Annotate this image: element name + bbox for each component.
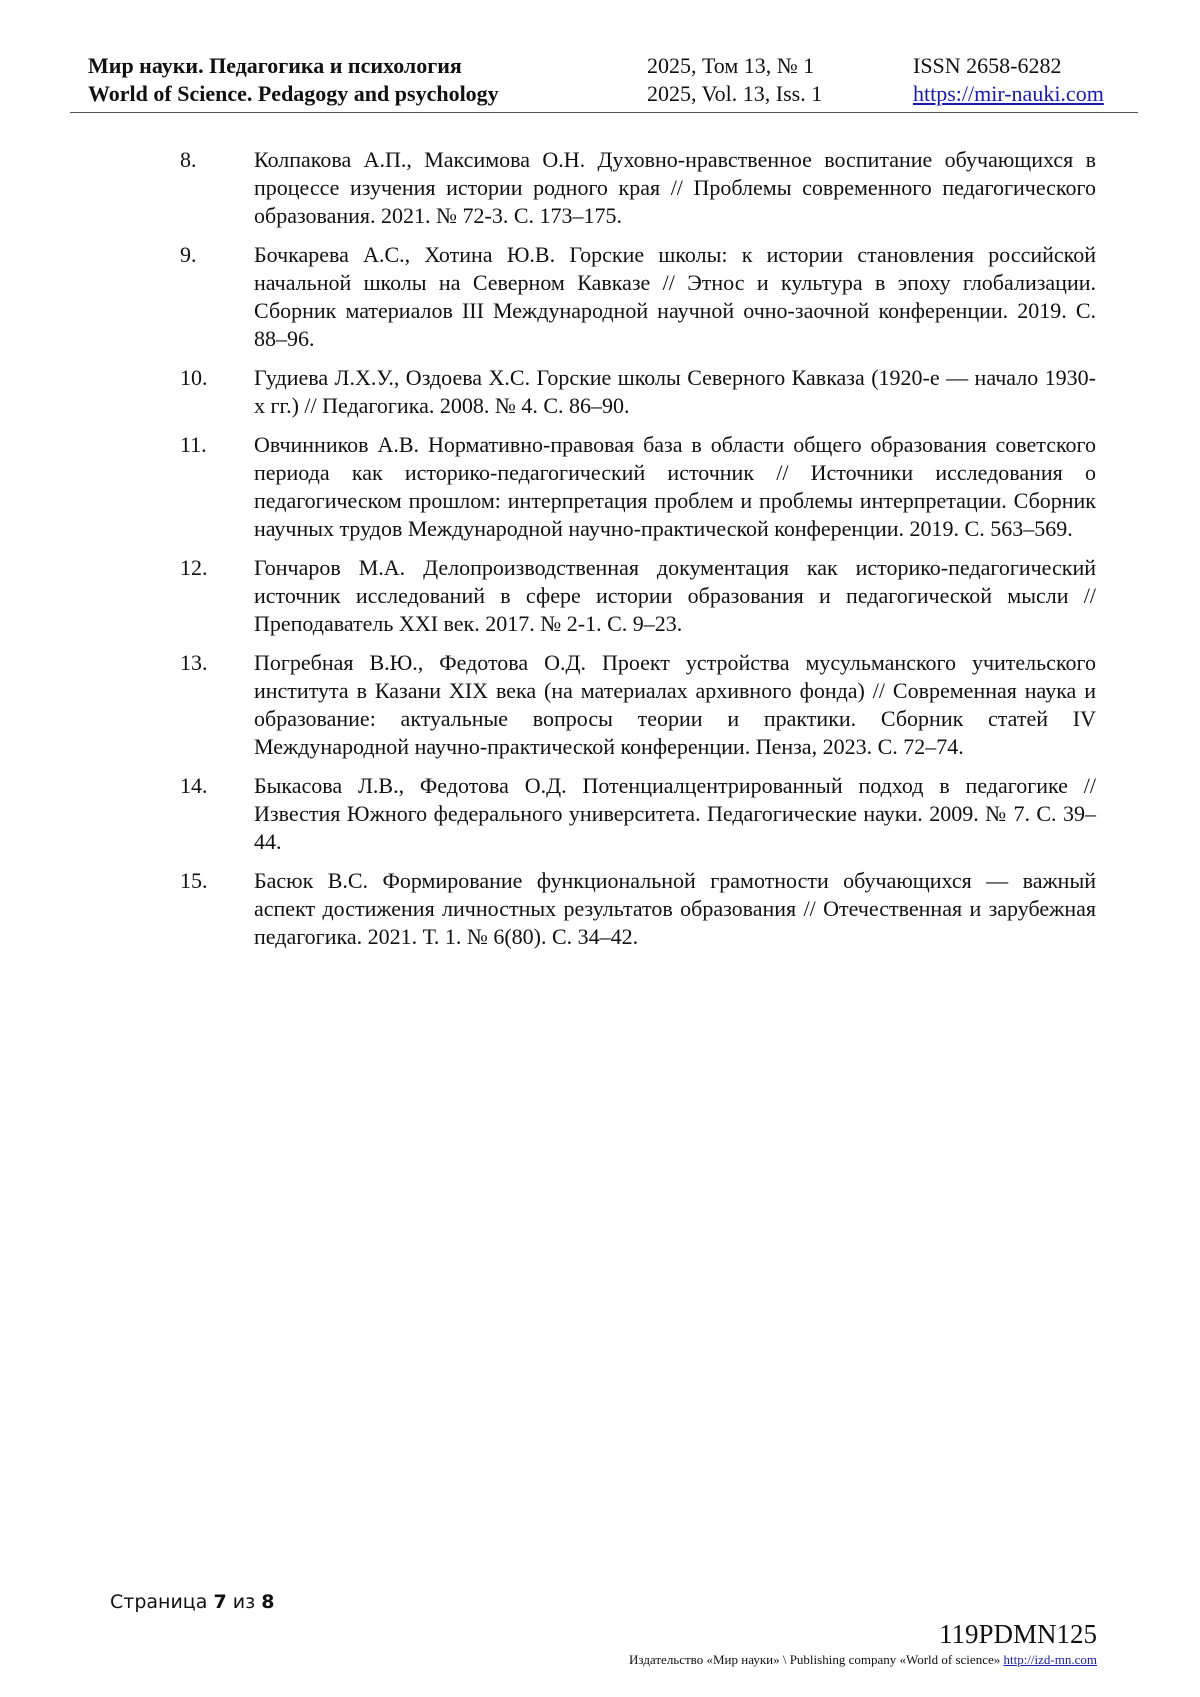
publisher-line — [629, 1652, 1097, 1668]
reference-item — [180, 241, 1096, 353]
page-current-number: 7 — [213, 1591, 227, 1613]
issn-block — [913, 52, 1104, 108]
page-counter — [110, 1590, 274, 1614]
article-code: 119PDMN125 — [938, 1619, 1097, 1649]
reference-item — [180, 867, 1096, 951]
reference-number: 13. — [180, 650, 208, 675]
reference-number: 8. — [180, 147, 197, 172]
issue-info-ru: 2025, Том 13, № 1 — [647, 53, 815, 78]
reference-number: 15. — [180, 868, 208, 893]
reference-text: Овчинников А.В. Нормативно-правовая база в области общего образования советского периода как историко-педагогический источник // Источники исследования о педагогическом прошлом: интерпретация проблем и проблемы интерпретации. Сборник научных трудов Международной научно-практической конференции. 2019. С. 563–569. — [254, 432, 1096, 541]
issue-info-block — [647, 52, 822, 108]
reference-text: Погребная В.Ю., Федотова О.Д. Проект устройства мусульманского учительского института в Казани XIX века (на материалах архивного фонда) // Современная наука и образование: актуальные вопросы теории и практики. Сборник статей IV Международной научно-практической конференции. Пенза, 2023. С. 72–74. — [254, 650, 1096, 759]
page-total-number: 8 — [261, 1591, 275, 1613]
reference-item — [180, 772, 1096, 856]
reference-text: Бочкарева А.С., Хотина Ю.В. Горские школы: к истории становления российской начальной школы на Северном Кавказе // Этнос и культура в эпоху глобализации. Сборник материалов III Международной научной очно-заочной конференции. 2019. С. 88–96. — [254, 242, 1096, 351]
reference-number: 9. — [180, 242, 197, 267]
reference-item — [180, 554, 1096, 638]
reference-text: Басюк В.С. Формирование функциональной грамотности обучающихся — важный аспект достижения личностных результатов образования // Отечественная и зарубежная педагогика. 2021. Т. 1. № 6(80). С. 34–42. — [254, 868, 1096, 949]
reference-text: Быкасова Л.В., Федотова О.Д. Потенциалцентрированный подход в педагогике // Известия Южного федерального университета. Педагогические науки. 2009. № 7. С. 39–44. — [254, 773, 1096, 854]
publisher-text: Издательство «Мир науки» \ Publishing company «World of science» — [629, 1652, 1001, 1667]
journal-title-block — [88, 52, 499, 108]
journal-site-link[interactable]: https://mir-nauki.com — [913, 81, 1104, 106]
journal-title-en: World of Science. Pedagogy and psychology — [88, 81, 499, 106]
reference-text: Колпакова А.П., Максимова О.Н. Духовно-нравственное воспитание обучающихся в процессе изучения истории родного края // Проблемы современного педагогического образования. 2021. № 72-3. С. 173–175. — [254, 147, 1096, 228]
reference-number: 10. — [180, 365, 208, 390]
reference-item — [180, 146, 1096, 230]
reference-text: Гончаров М.А. Делопроизводственная документация как историко-педагогический источник исследований в сфере истории образования и педагогической мысли // Преподаватель XXI век. 2017. № 2-1. С. 9–23. — [254, 555, 1096, 636]
page-counter-of: из — [232, 1591, 256, 1613]
header-divider — [70, 112, 1138, 113]
journal-title-ru: Мир науки. Педагогика и психология — [88, 53, 462, 78]
reference-item — [180, 431, 1096, 543]
reference-number: 12. — [180, 555, 208, 580]
reference-item — [180, 649, 1096, 761]
reference-text: Гудиева Л.Х.У., Оздоева Х.С. Горские школы Северного Кавказа (1920-е — начало 1930-х гг.) // Педагогика. 2008. № 4. С. 86–90. — [254, 365, 1096, 418]
page-counter-label: Страница — [110, 1591, 208, 1613]
reference-item — [180, 364, 1096, 420]
issn-number: ISSN 2658-6282 — [913, 53, 1062, 78]
reference-number: 11. — [180, 432, 207, 457]
reference-list — [180, 146, 1096, 962]
reference-number: 14. — [180, 773, 208, 798]
page-header — [88, 52, 1120, 112]
publisher-site-link[interactable]: http://izd-mn.com — [1003, 1652, 1097, 1667]
issue-info-en: 2025, Vol. 13, Iss. 1 — [647, 81, 823, 106]
